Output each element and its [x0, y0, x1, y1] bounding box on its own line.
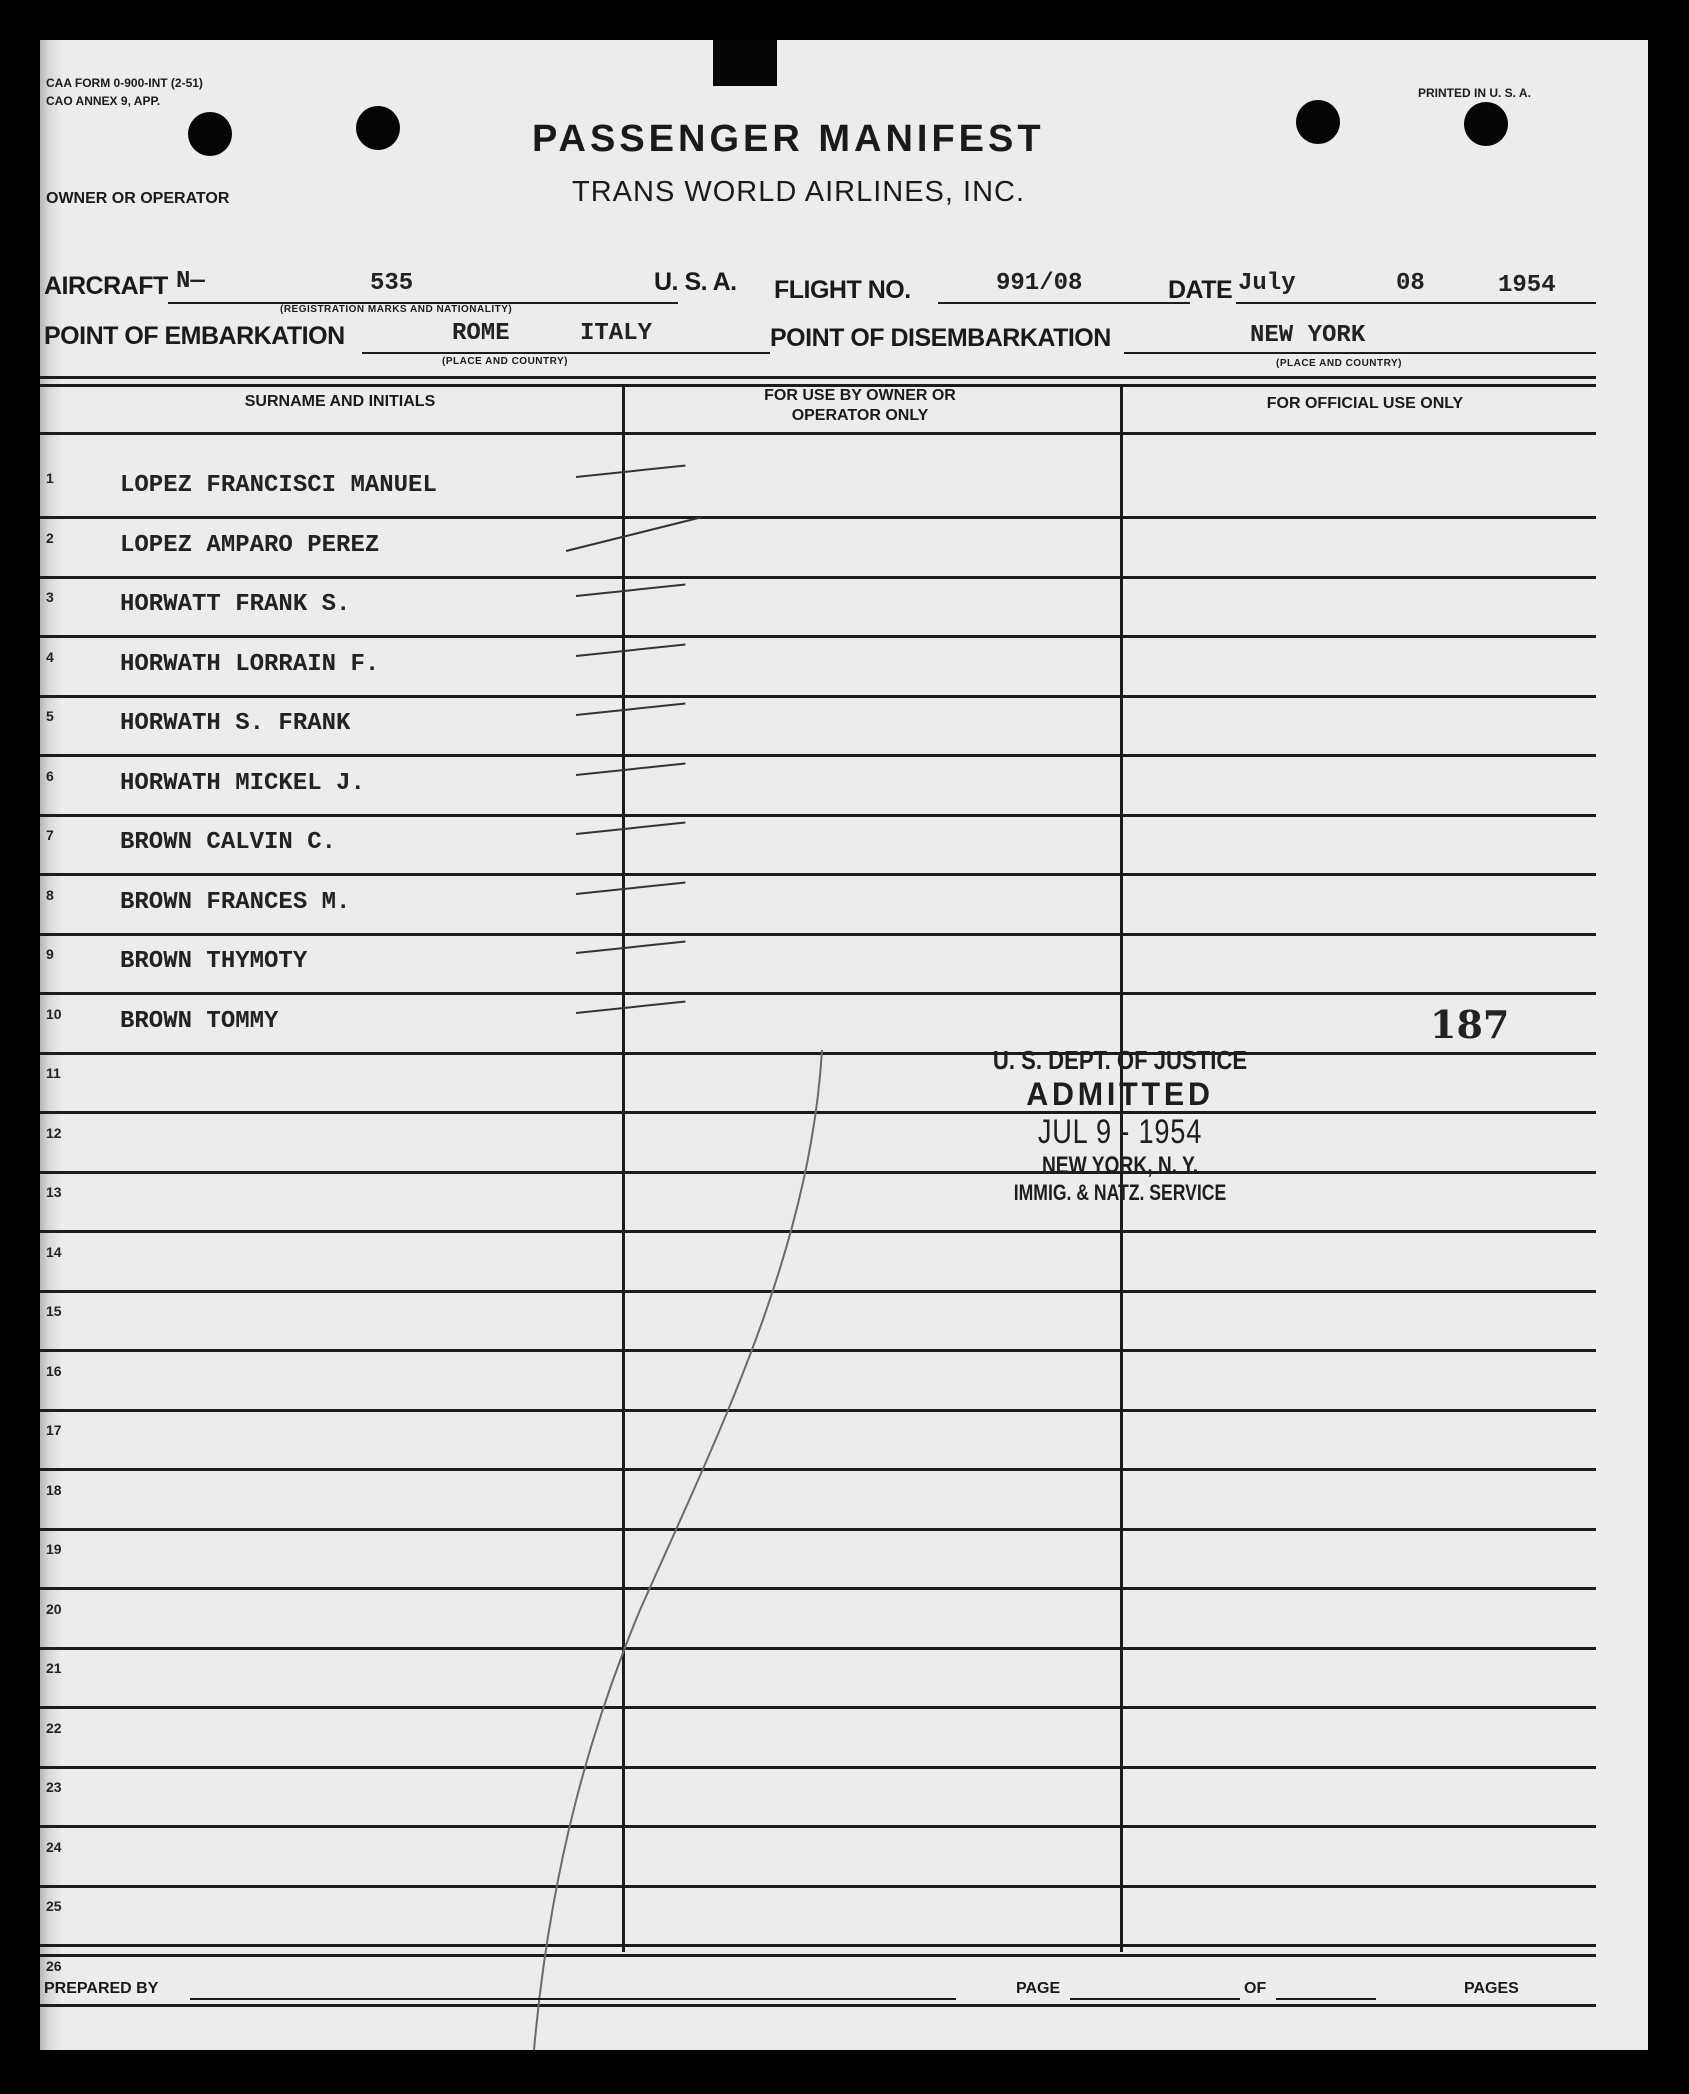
date-year: 1954: [1498, 272, 1556, 299]
embarkation-label: POINT OF EMBARKATION: [44, 322, 345, 350]
passenger-name: BROWN FRANCES M.: [120, 888, 351, 916]
table-row: [40, 520, 1600, 580]
owner-operator-label: OWNER OR OPERATOR: [46, 190, 230, 207]
column-header-official-use: FOR OFFICIAL USE ONLY: [1266, 395, 1464, 412]
annex-reference: CAO ANNEX 9, APP.: [46, 94, 161, 108]
form-title: PASSENGER MANIFEST: [532, 118, 1045, 160]
passenger-name: LOPEZ FRANCISCI MANUEL: [120, 472, 437, 499]
passenger-name: HORWATH LORRAIN F.: [120, 650, 380, 678]
table-row: [40, 996, 1600, 1056]
check-mark: [566, 516, 702, 552]
check-mark: [576, 881, 686, 894]
prepared-by-label: PREPARED BY: [44, 1980, 159, 1997]
printed-in-label: PRINTED IN U. S. A.: [1418, 86, 1531, 100]
row-number: 25: [46, 1898, 62, 1914]
table-row: [40, 460, 1600, 520]
flight-number-label: FLIGHT NO.: [774, 276, 911, 304]
row-number: 23: [46, 1779, 62, 1795]
punch-hole: [356, 106, 400, 150]
pages-label: PAGES: [1464, 1980, 1519, 1997]
row-number: 8: [46, 886, 54, 903]
row-number: 15: [46, 1303, 62, 1319]
stamp-date: JUL 9 - 1954: [1037, 1113, 1203, 1151]
check-mark: [576, 643, 686, 656]
manifest-sheet: [40, 40, 1648, 2050]
table-row: [40, 579, 1600, 639]
row-number: 19: [46, 1541, 62, 1557]
date-day: 08: [1396, 270, 1425, 297]
row-number: 5: [46, 708, 54, 724]
embarkation-place: ROME: [452, 320, 510, 347]
disembarkation-underline: [1124, 352, 1596, 354]
stamp-location: NEW YORK, N. Y.: [1041, 1152, 1199, 1179]
row-number: 16: [46, 1362, 62, 1379]
row-number: 1: [46, 470, 54, 486]
punch-hole: [1464, 102, 1508, 146]
passenger-name: HORWATH S. FRANK: [120, 710, 351, 737]
row-number: 24: [46, 1838, 62, 1855]
passenger-name: HORWATH MICKEL J.: [120, 769, 365, 797]
disembarkation-caption: (PLACE AND COUNTRY): [1276, 358, 1402, 369]
aircraft-number: 535: [370, 270, 414, 297]
column-header-owner-use: FOR USE BY OWNER OR OPERATOR ONLY: [764, 387, 956, 424]
embarkation-underline: [362, 352, 770, 354]
of-underline: [1276, 1998, 1376, 2000]
page-underline: [1070, 1998, 1240, 2000]
check-mark: [576, 941, 686, 954]
check-mark: [576, 822, 686, 835]
disembarkation-label: POINT OF DISEMBARKATION: [770, 324, 1111, 352]
disembarkation-value: NEW YORK: [1250, 322, 1366, 349]
check-mark: [576, 584, 686, 597]
stamp-department: U. S. DEPT. OF JUSTICE: [992, 1045, 1248, 1075]
check-mark: [576, 762, 686, 775]
row-number: 3: [46, 589, 54, 605]
airline-name: TRANS WORLD AIRLINES, INC.: [572, 176, 1026, 208]
row-number: 12: [46, 1124, 62, 1141]
row-number: 4: [46, 648, 54, 665]
table-row: [40, 877, 1600, 937]
admitted-stamp: [900, 1045, 1340, 1206]
row-number: 6: [46, 767, 54, 784]
row-number: 2: [46, 529, 54, 546]
row-number: 18: [46, 1481, 62, 1498]
nationality-label: U. S. A.: [654, 268, 737, 296]
row-number: 22: [46, 1719, 62, 1736]
table-row: [40, 936, 1600, 996]
row-number: 7: [46, 827, 54, 843]
stamp-service: IMMIG. & NATZ. SERVICE: [1013, 1180, 1227, 1205]
flight-number-value: 991/08: [996, 270, 1083, 297]
row-number: 17: [46, 1422, 62, 1438]
row-number: 11: [46, 1065, 61, 1081]
embarkation-country: ITALY: [580, 320, 653, 347]
page-label: PAGE: [1016, 1980, 1061, 1997]
row-number: 13: [46, 1184, 62, 1200]
embarkation-caption: (PLACE AND COUNTRY): [442, 356, 568, 367]
form-number: CAA FORM 0-900-INT (2-51): [46, 76, 203, 90]
check-mark: [576, 703, 686, 716]
of-label: OF: [1244, 1980, 1267, 1997]
table-row: [40, 698, 1600, 758]
aircraft-label: AIRCRAFT: [44, 272, 168, 300]
row-number: 10: [46, 1005, 62, 1022]
binder-clip: [713, 40, 777, 86]
row-number: 26: [46, 1957, 62, 1974]
prepared-by-underline: [190, 1998, 956, 2000]
row-number: 21: [46, 1660, 62, 1676]
stamp-admitted: ADMITTED: [1026, 1076, 1214, 1112]
row-number: 14: [46, 1243, 62, 1260]
row-number: 9: [46, 946, 54, 962]
flight-underline: [938, 302, 1190, 304]
column-header-surname: SURNAME AND INITIALS: [244, 393, 436, 410]
passenger-name: BROWN CALVIN C.: [120, 829, 337, 856]
aircraft-prefix: N—: [176, 268, 205, 295]
table-row: [40, 639, 1600, 699]
passenger-name: LOPEZ AMPARO PEREZ: [120, 531, 380, 559]
table-header-rule: [40, 432, 1596, 435]
row-number: 20: [46, 1600, 62, 1617]
table-row: [40, 758, 1600, 818]
date-label: DATE: [1168, 276, 1233, 304]
passenger-name: HORWATT FRANK S.: [120, 591, 351, 618]
date-month: July: [1238, 270, 1296, 297]
passenger-name: BROWN TOMMY: [120, 1007, 279, 1035]
pencil-stroke: [520, 1050, 840, 2050]
table-top-rule: [40, 376, 1596, 379]
punch-hole: [1296, 100, 1340, 144]
check-mark: [576, 1000, 686, 1013]
passenger-name: BROWN THYMOTY: [120, 948, 308, 975]
check-mark: [576, 465, 686, 478]
punch-hole: [188, 112, 232, 156]
table-row: [40, 817, 1600, 877]
handwritten-count: 187: [1430, 1002, 1510, 1047]
date-underline: [1236, 302, 1596, 304]
registration-caption: (REGISTRATION MARKS AND NATIONALITY): [280, 304, 513, 315]
